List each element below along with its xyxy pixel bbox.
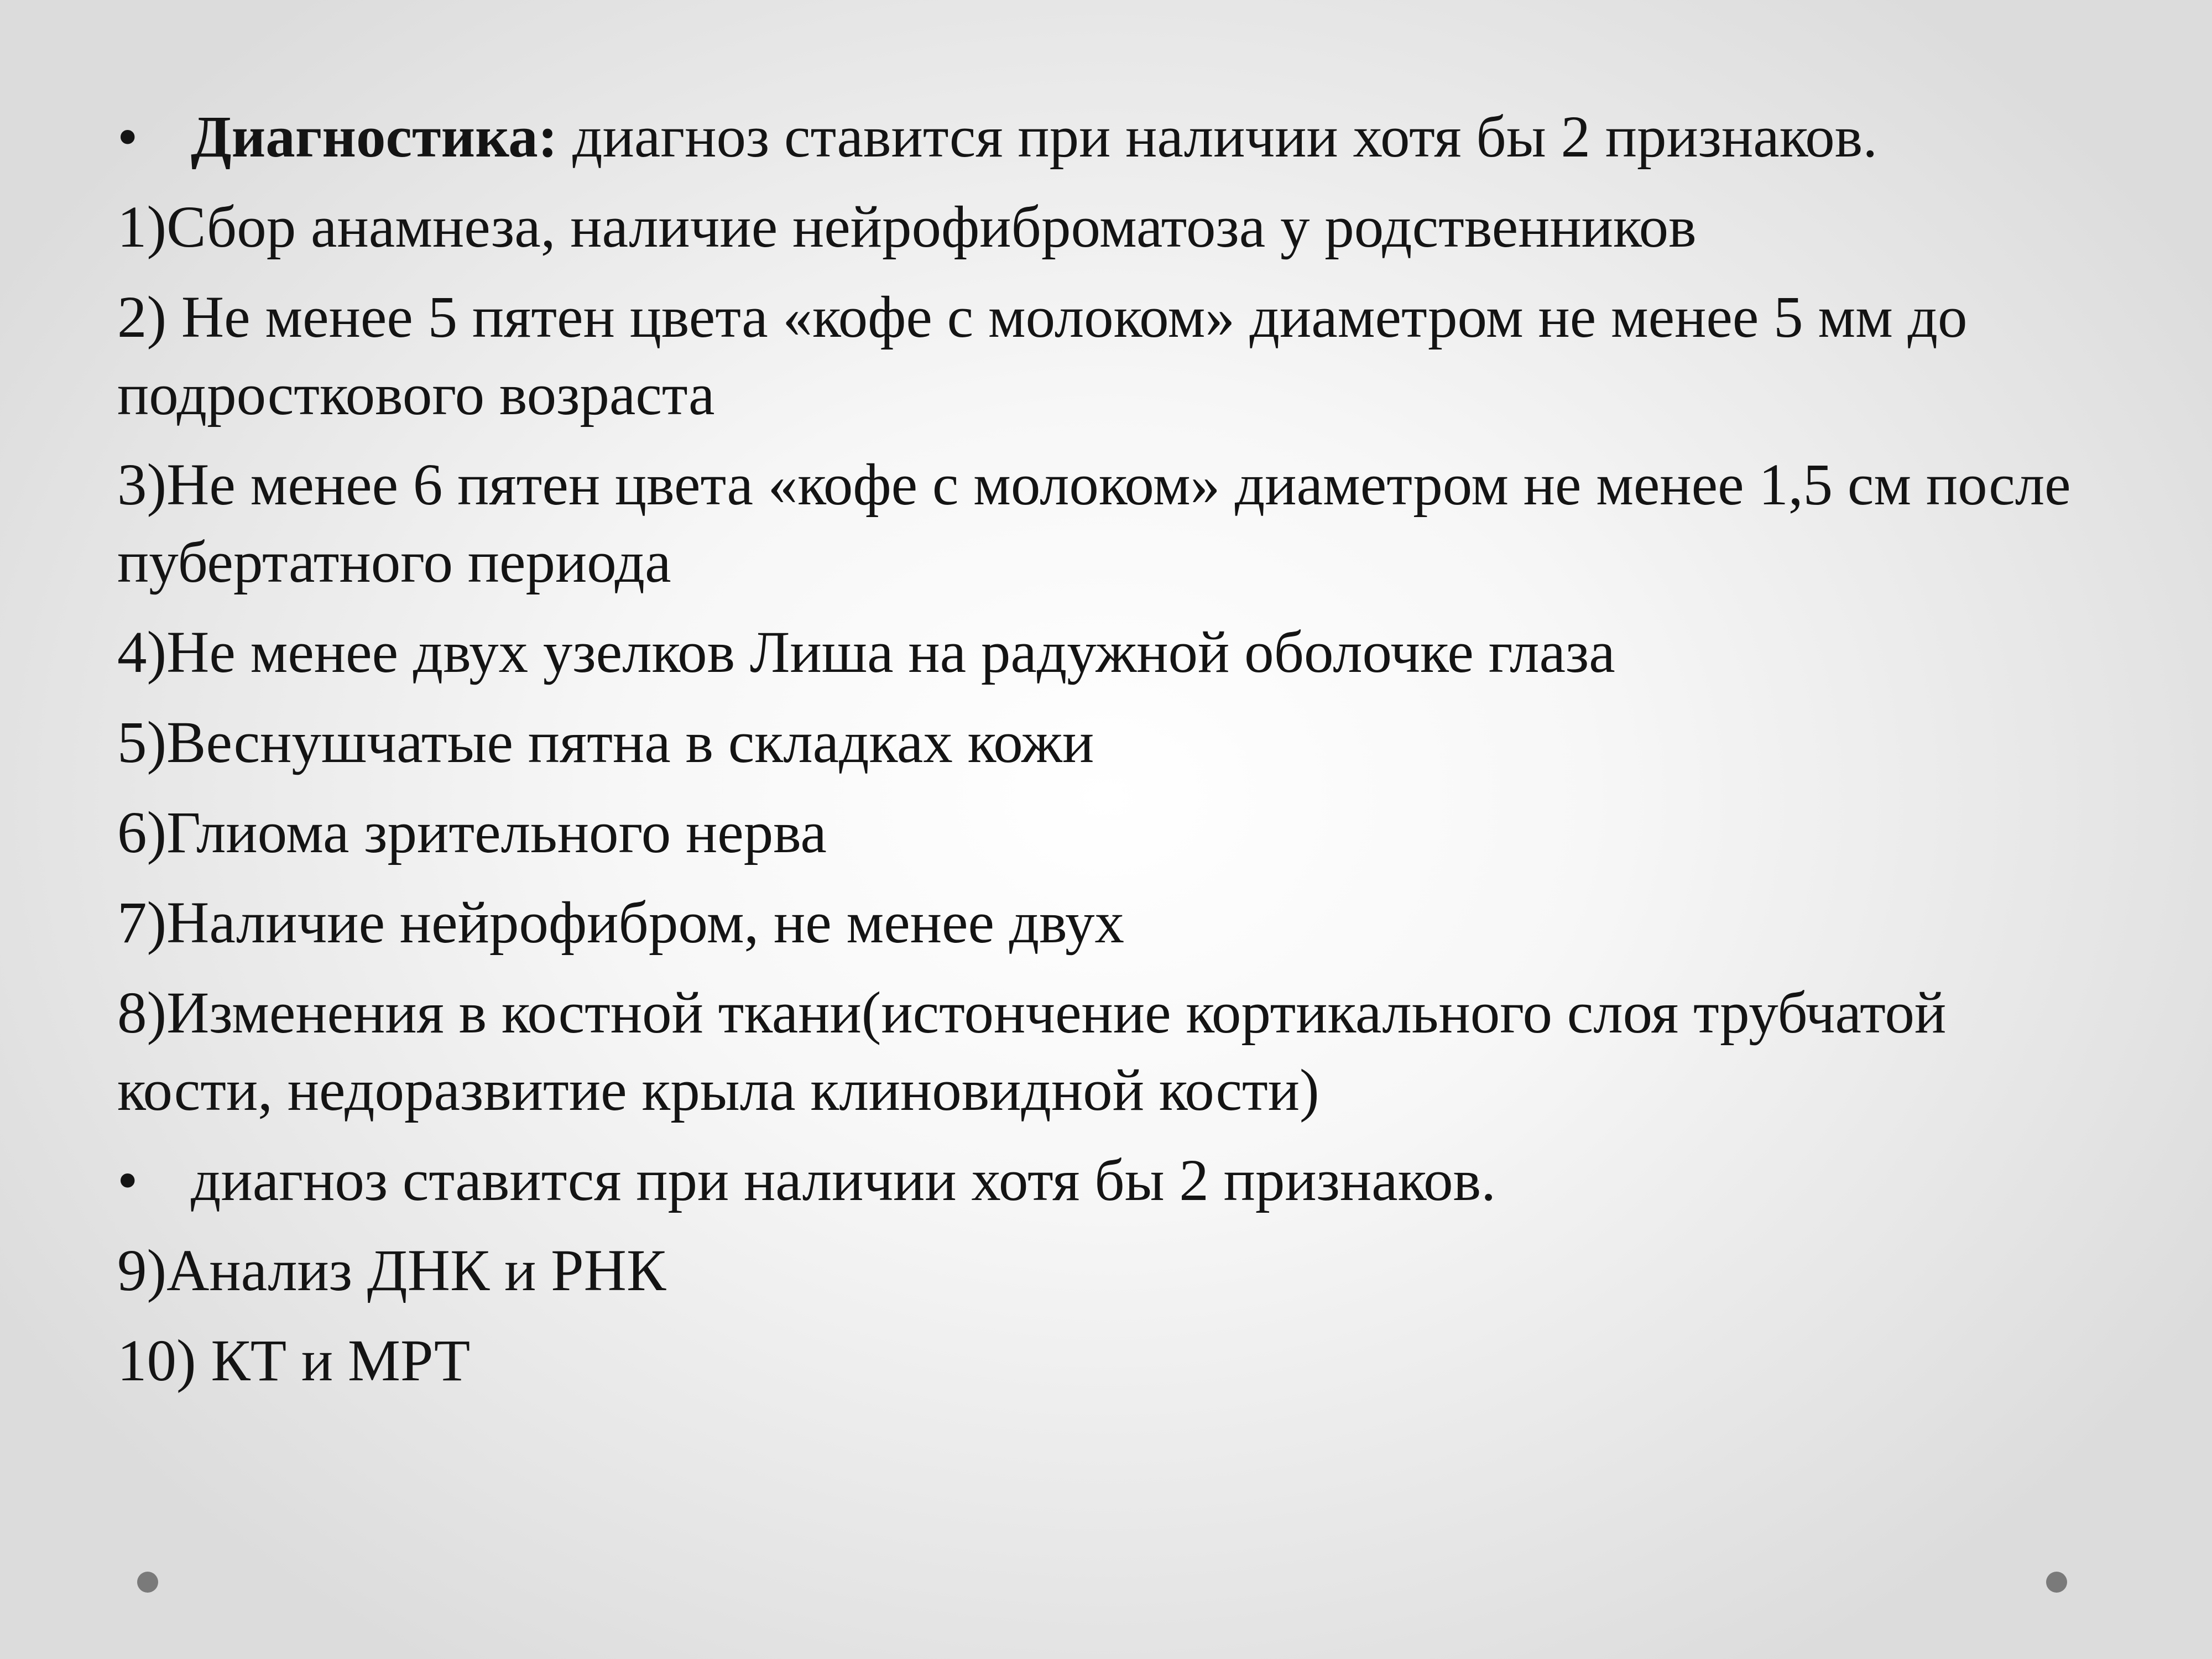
list-item-5: 5)Веснушчатые пятна в складках кожи [117, 710, 1094, 775]
list-item-7: 7)Наличие нейрофибром, не менее двух [117, 890, 1125, 956]
decorative-dot-left-icon [137, 1572, 158, 1593]
list-item-3: 3)Не менее 6 пятен цвета «кофе с молоком» диаметром не менее 1,5 см после пубертатного периода [117, 452, 2071, 595]
slide-body [117, 98, 2086, 1412]
list-item-6: 6)Глиома зрительного нерва [117, 800, 827, 865]
list-item-2: 2) Не менее 5 пятен цвета «кофе с молоком» диаметром не менее 5 мм до подросткового возраста [117, 285, 1968, 427]
diagnostics-text: диагноз ставится при наличии хотя бы 2 признаков. [557, 105, 1878, 170]
bullet-second [117, 1142, 2086, 1219]
bullet-dot-icon: • [117, 1148, 138, 1213]
diagnostics-label: Диагностика: [191, 105, 558, 170]
bullet-diagnostics [117, 98, 2086, 176]
list-item-1: 1)Сбор анамнеза, наличие нейрофиброматоза у родственников [117, 195, 1697, 260]
decorative-dot-right-icon [2046, 1572, 2067, 1593]
second-bullet-text: диагноз ставится при наличии хотя бы 2 признаков. [191, 1148, 1496, 1213]
list-item-4: 4)Не менее двух узелков Лиша на радужной оболочке глаза [117, 620, 1615, 685]
bullet-dot-icon: • [117, 105, 138, 170]
list-item-8: 8)Изменения в костной ткани(истончение кортикального слоя трубчатой кости, недоразвитие крыла клиновидной кости) [117, 980, 1947, 1123]
list-item-10: 10) КТ и МРТ [117, 1328, 471, 1394]
list-item-9: 9)Анализ ДНК и РНК [117, 1238, 666, 1303]
